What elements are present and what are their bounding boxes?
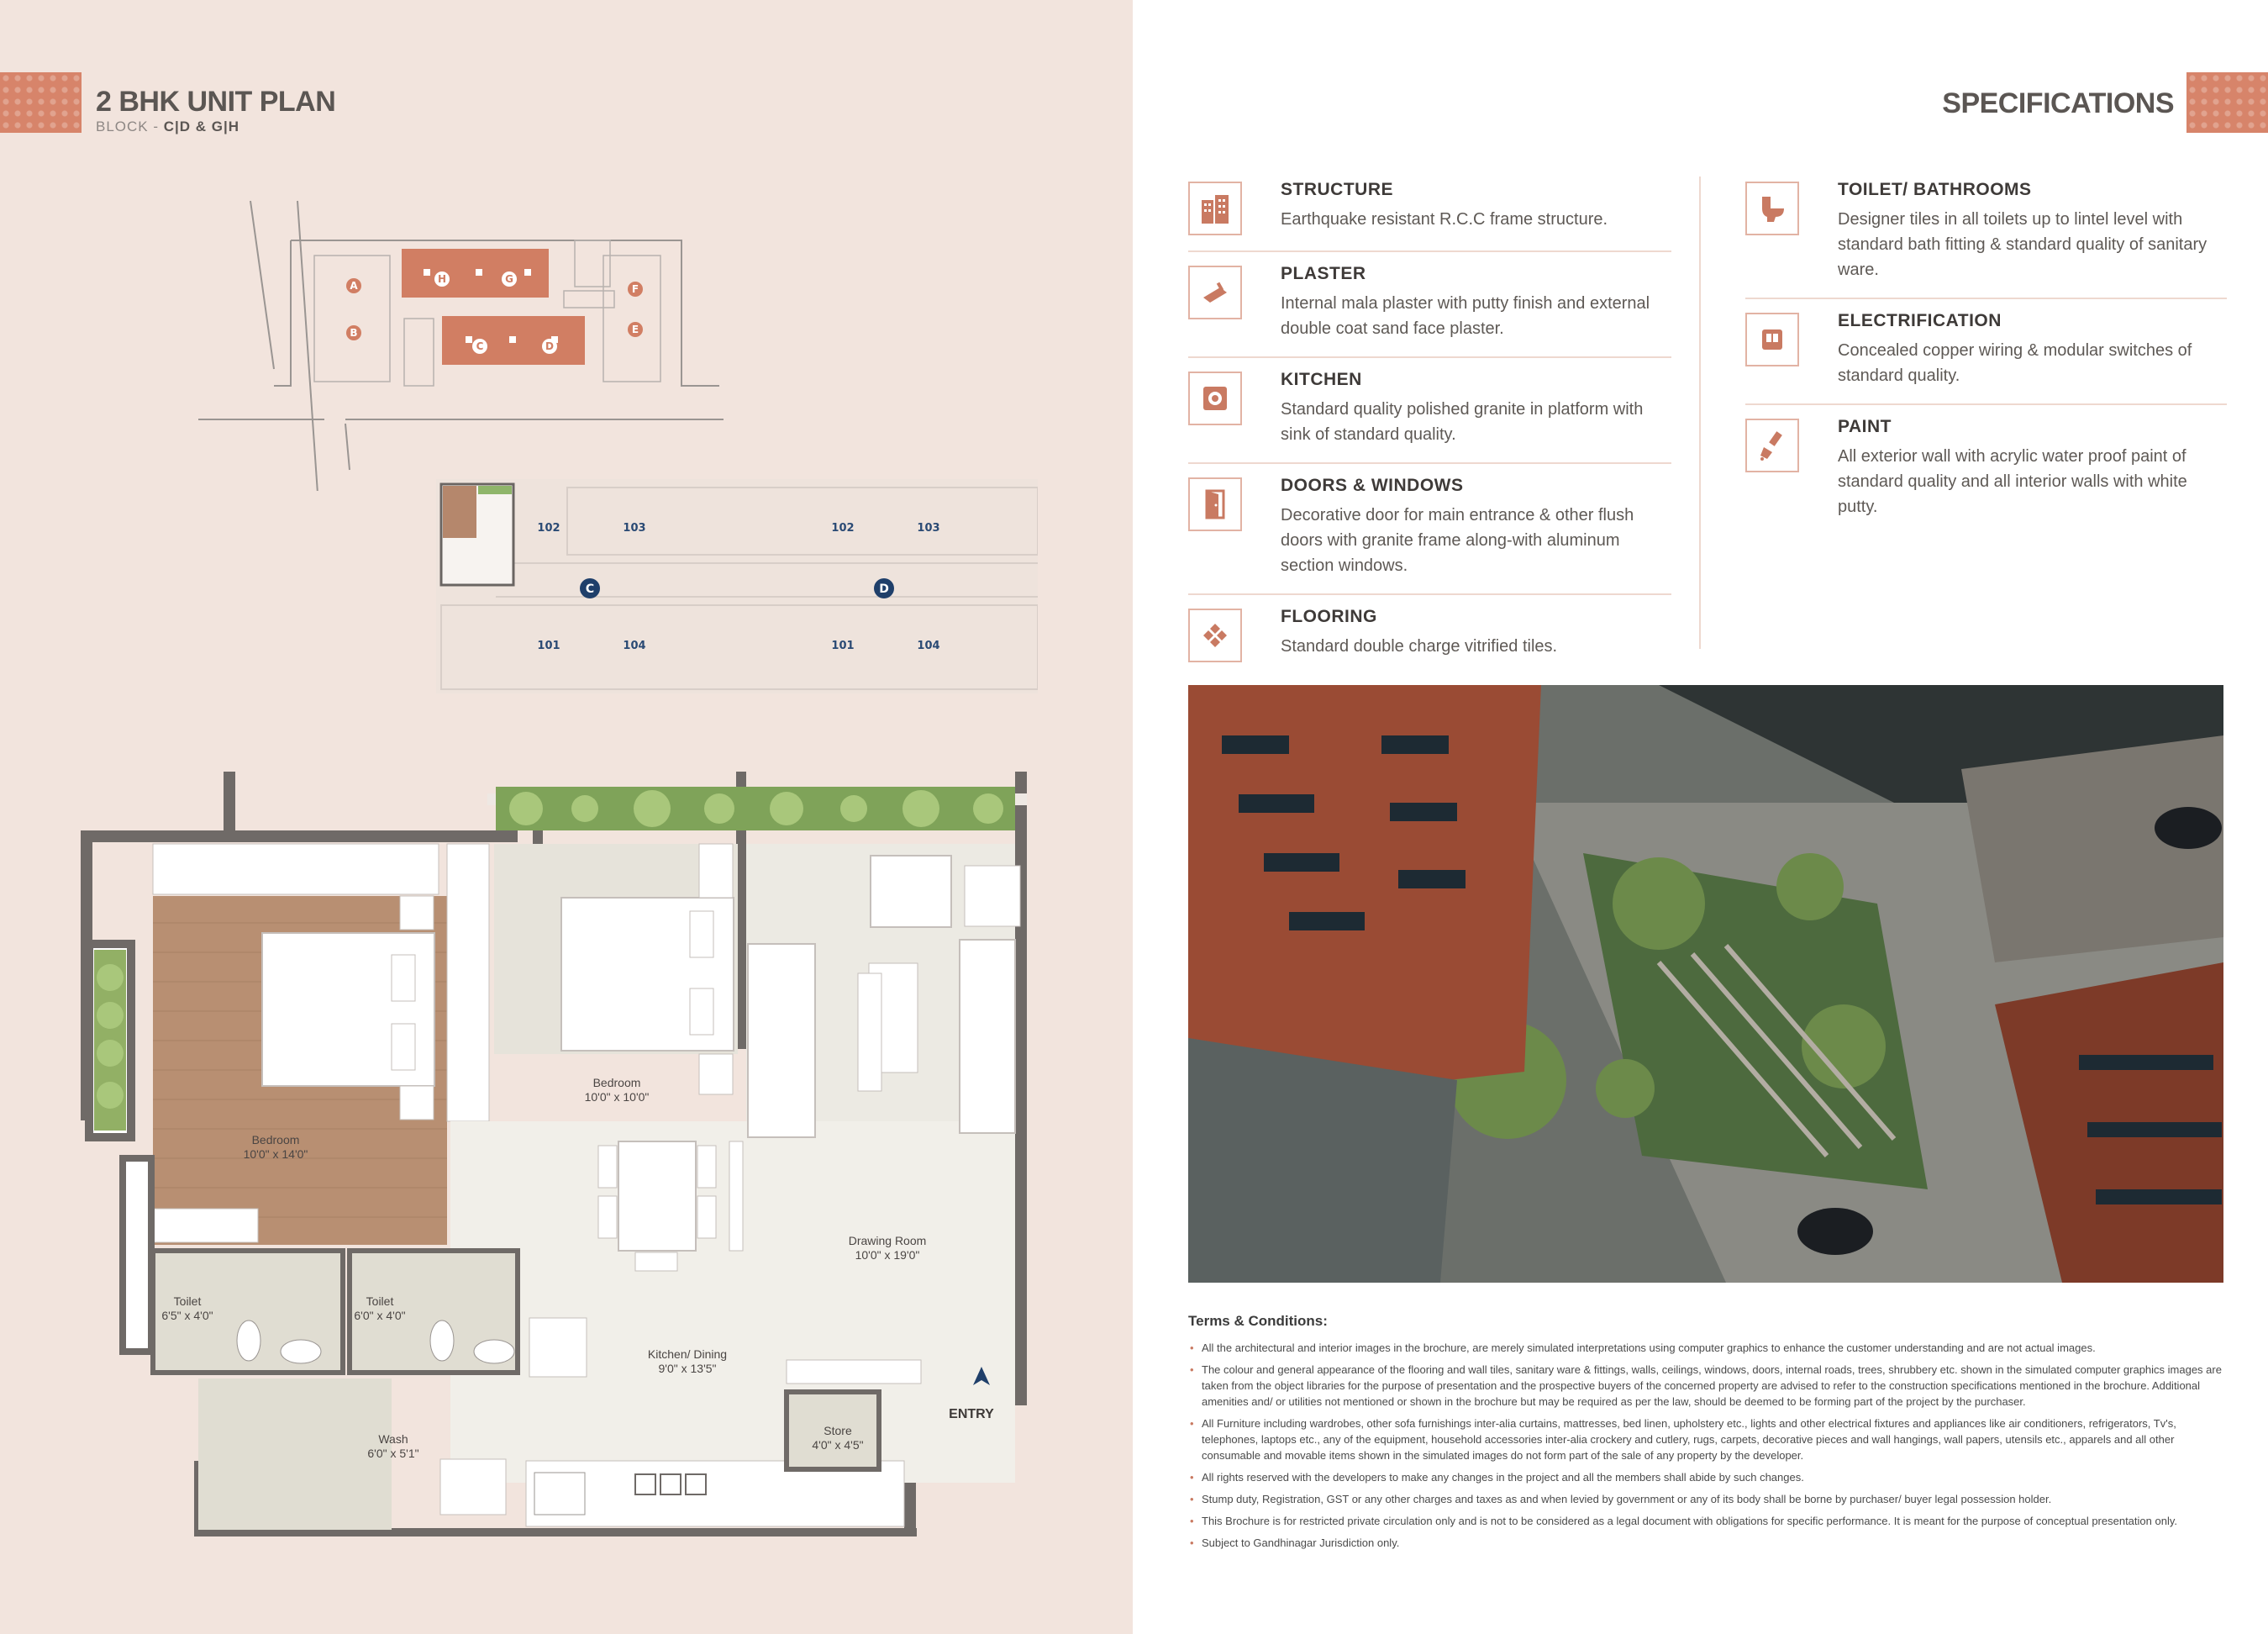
spec-desc: All exterior wall with acrylic water proof paint of standard quality and all interior walls with white putty. <box>1838 447 2187 516</box>
door-icon <box>1188 477 1242 531</box>
specifications-left-column <box>1188 168 1671 677</box>
spec-item <box>1188 168 1671 252</box>
spec-item <box>1188 464 1671 595</box>
unit-number: 104 <box>917 640 940 652</box>
left-page <box>0 0 1133 1634</box>
terms-item: • Subject to Gandhinagar Jurisdiction only. <box>1188 1535 2230 1551</box>
spec-name: PAINT <box>1838 417 1892 436</box>
stove-icon <box>1188 372 1242 425</box>
room-size: 9'0" x 13'5" <box>658 1362 717 1375</box>
key-label: A <box>350 280 358 292</box>
unit-number: 103 <box>623 522 646 535</box>
key-label: B <box>350 327 358 339</box>
spec-name: ELECTRIFICATION <box>1838 311 2002 330</box>
wing-label: C <box>585 582 595 596</box>
spec-name: STRUCTURE <box>1281 180 1393 199</box>
spec-item <box>1188 252 1671 358</box>
block-subtitle: BLOCK - C|D & G|H <box>96 119 240 134</box>
key-label: F <box>631 283 639 295</box>
spec-item <box>1745 299 2227 405</box>
wing-label: D <box>879 582 889 596</box>
spec-item <box>1188 358 1671 464</box>
room-name: Bedroom <box>592 1076 641 1089</box>
room-name: Toilet <box>173 1294 202 1308</box>
spec-name: PLASTER <box>1281 264 1366 283</box>
entry-label: ENTRY <box>949 1407 994 1421</box>
terms-item: • All rights reserved with the developers to make any changes in the project and all the members shall abide by such changes. <box>1188 1469 2230 1485</box>
trowel-icon <box>1188 266 1242 319</box>
unit-number: 102 <box>537 522 560 535</box>
terms-and-conditions <box>1188 1313 2230 1557</box>
unit-number: 101 <box>831 640 855 652</box>
room-size: 10'0" x 14'0" <box>243 1147 308 1161</box>
room-size: 10'0" x 10'0" <box>584 1090 650 1104</box>
spec-desc: Internal mala plaster with putty finish and external double coat sand face plaster. <box>1281 294 1650 338</box>
specifications-right-column <box>1745 168 2227 535</box>
spec-desc: Standard double charge vitrified tiles. <box>1281 637 1558 656</box>
room-size: 6'5" x 4'0" <box>161 1309 213 1322</box>
unit-number: 104 <box>623 640 646 652</box>
room-name: Bedroom <box>251 1133 300 1146</box>
key-label: H <box>437 273 447 285</box>
spec-desc: Earthquake resistant R.C.C frame structure. <box>1281 210 1608 229</box>
switch-icon <box>1745 313 1799 366</box>
room-name: Drawing Room <box>848 1234 927 1247</box>
room-size: 10'0" x 19'0" <box>855 1248 920 1262</box>
unit-number: 103 <box>917 522 940 535</box>
spec-desc: Designer tiles in all toilets up to lintel level with standard bath fitting & standard quality of sanitary ware. <box>1838 210 2207 279</box>
block-floor-plan <box>433 479 1038 693</box>
toilet-icon <box>1745 182 1799 235</box>
room-size: 6'0" x 5'1" <box>367 1447 419 1460</box>
spec-desc: Concealed copper wiring & modular switches of standard quality. <box>1838 341 2192 385</box>
paint-brush-icon <box>1745 419 1799 472</box>
column-divider <box>1699 177 1701 649</box>
terms-item: • All the architectural and interior images in the brochure, are merely simulated interpretations using computer graphics to enhance the customer understanding and are not actual images. <box>1188 1340 2230 1356</box>
spec-name: FLOORING <box>1281 607 1377 626</box>
terms-item: • All Furniture including wardrobes, other sofa furnishings inter-alia curtains, mattresses, bed linen, upholstery etc., lights and other electrical fixtures and appliances like air conditioners, refrigerators, Tv's, telephones, laptops etc., any of the equipment, household accessories inter-alia crockery and cutlery, rugs, carpets, decorative pieces and wall hangings, wall papers, utensils etc., apparels and all other consumable and movable items shown in the simulated images do not form part of the sale of any property by the developer. <box>1188 1415 2230 1463</box>
key-label: E <box>631 324 639 335</box>
spec-desc: Standard quality polished granite in platform with sink of standard quality. <box>1281 400 1644 444</box>
spec-name: DOORS & WINDOWS <box>1281 476 1464 495</box>
spec-name: KITCHEN <box>1281 370 1362 389</box>
room-name: Kitchen/ Dining <box>647 1347 728 1361</box>
unit-number: 101 <box>537 640 560 652</box>
spec-item <box>1188 595 1671 677</box>
spec-item <box>1745 405 2227 535</box>
decorative-tab <box>2186 72 2268 133</box>
terms-item: • Stump duty, Registration, GST or any other charges and taxes as and when levied by government or any of its body shall be borne by purchaser/ buyer legal possession holder. <box>1188 1491 2230 1507</box>
key-site-plan <box>198 197 724 491</box>
key-label: C <box>476 340 484 352</box>
room-size: 6'0" x 4'0" <box>354 1309 406 1322</box>
aerial-render-image <box>1188 685 2223 1283</box>
spec-desc: Decorative door for main entrance & other flush doors with granite frame along-with aluminum section windows. <box>1281 506 1634 575</box>
key-label: G <box>505 273 513 285</box>
specifications-title: SPECIFICATIONS <box>1942 87 2174 119</box>
terms-item: • The colour and general appearance of the flooring and wall tiles, sanitary ware & fittings, walls, ceilings, windows, doors, internal roads, trees, shrubbery etc. shown in the simulated computer graphics images are taken from the object libraries for the purpose of presentation and the prospective buyers of the concerned property are advised to refer to the construction specifications mentioned in the brochure. Additional amenities and/ or utilities not mentioned or shown in the brochure but may be required as per the law, should be deemed to be forming part of the project by the purchaser. <box>1188 1362 2230 1410</box>
room-name: Toilet <box>366 1294 394 1308</box>
unit-floor-plan <box>81 772 1047 1536</box>
room-size: 4'0" x 4'5" <box>812 1438 864 1452</box>
spec-name: TOILET/ BATHROOMS <box>1838 180 2032 199</box>
building-icon <box>1188 182 1242 235</box>
decorative-tab <box>0 72 82 133</box>
terms-title: Terms & Conditions: <box>1188 1313 1328 1329</box>
unit-number: 102 <box>831 522 855 535</box>
terms-item: • This Brochure is for restricted private circulation only and is not to be considered as a legal document with obligations for specific performance. It is meant for the purpose of conceptual presentation only. <box>1188 1513 2230 1529</box>
room-name: Wash <box>378 1432 408 1446</box>
room-name: Store <box>824 1424 852 1437</box>
tiles-icon <box>1188 609 1242 662</box>
key-label: D <box>545 340 554 352</box>
plan-title: 2 BHK UNIT PLAN <box>96 86 336 118</box>
spec-item <box>1745 168 2227 299</box>
